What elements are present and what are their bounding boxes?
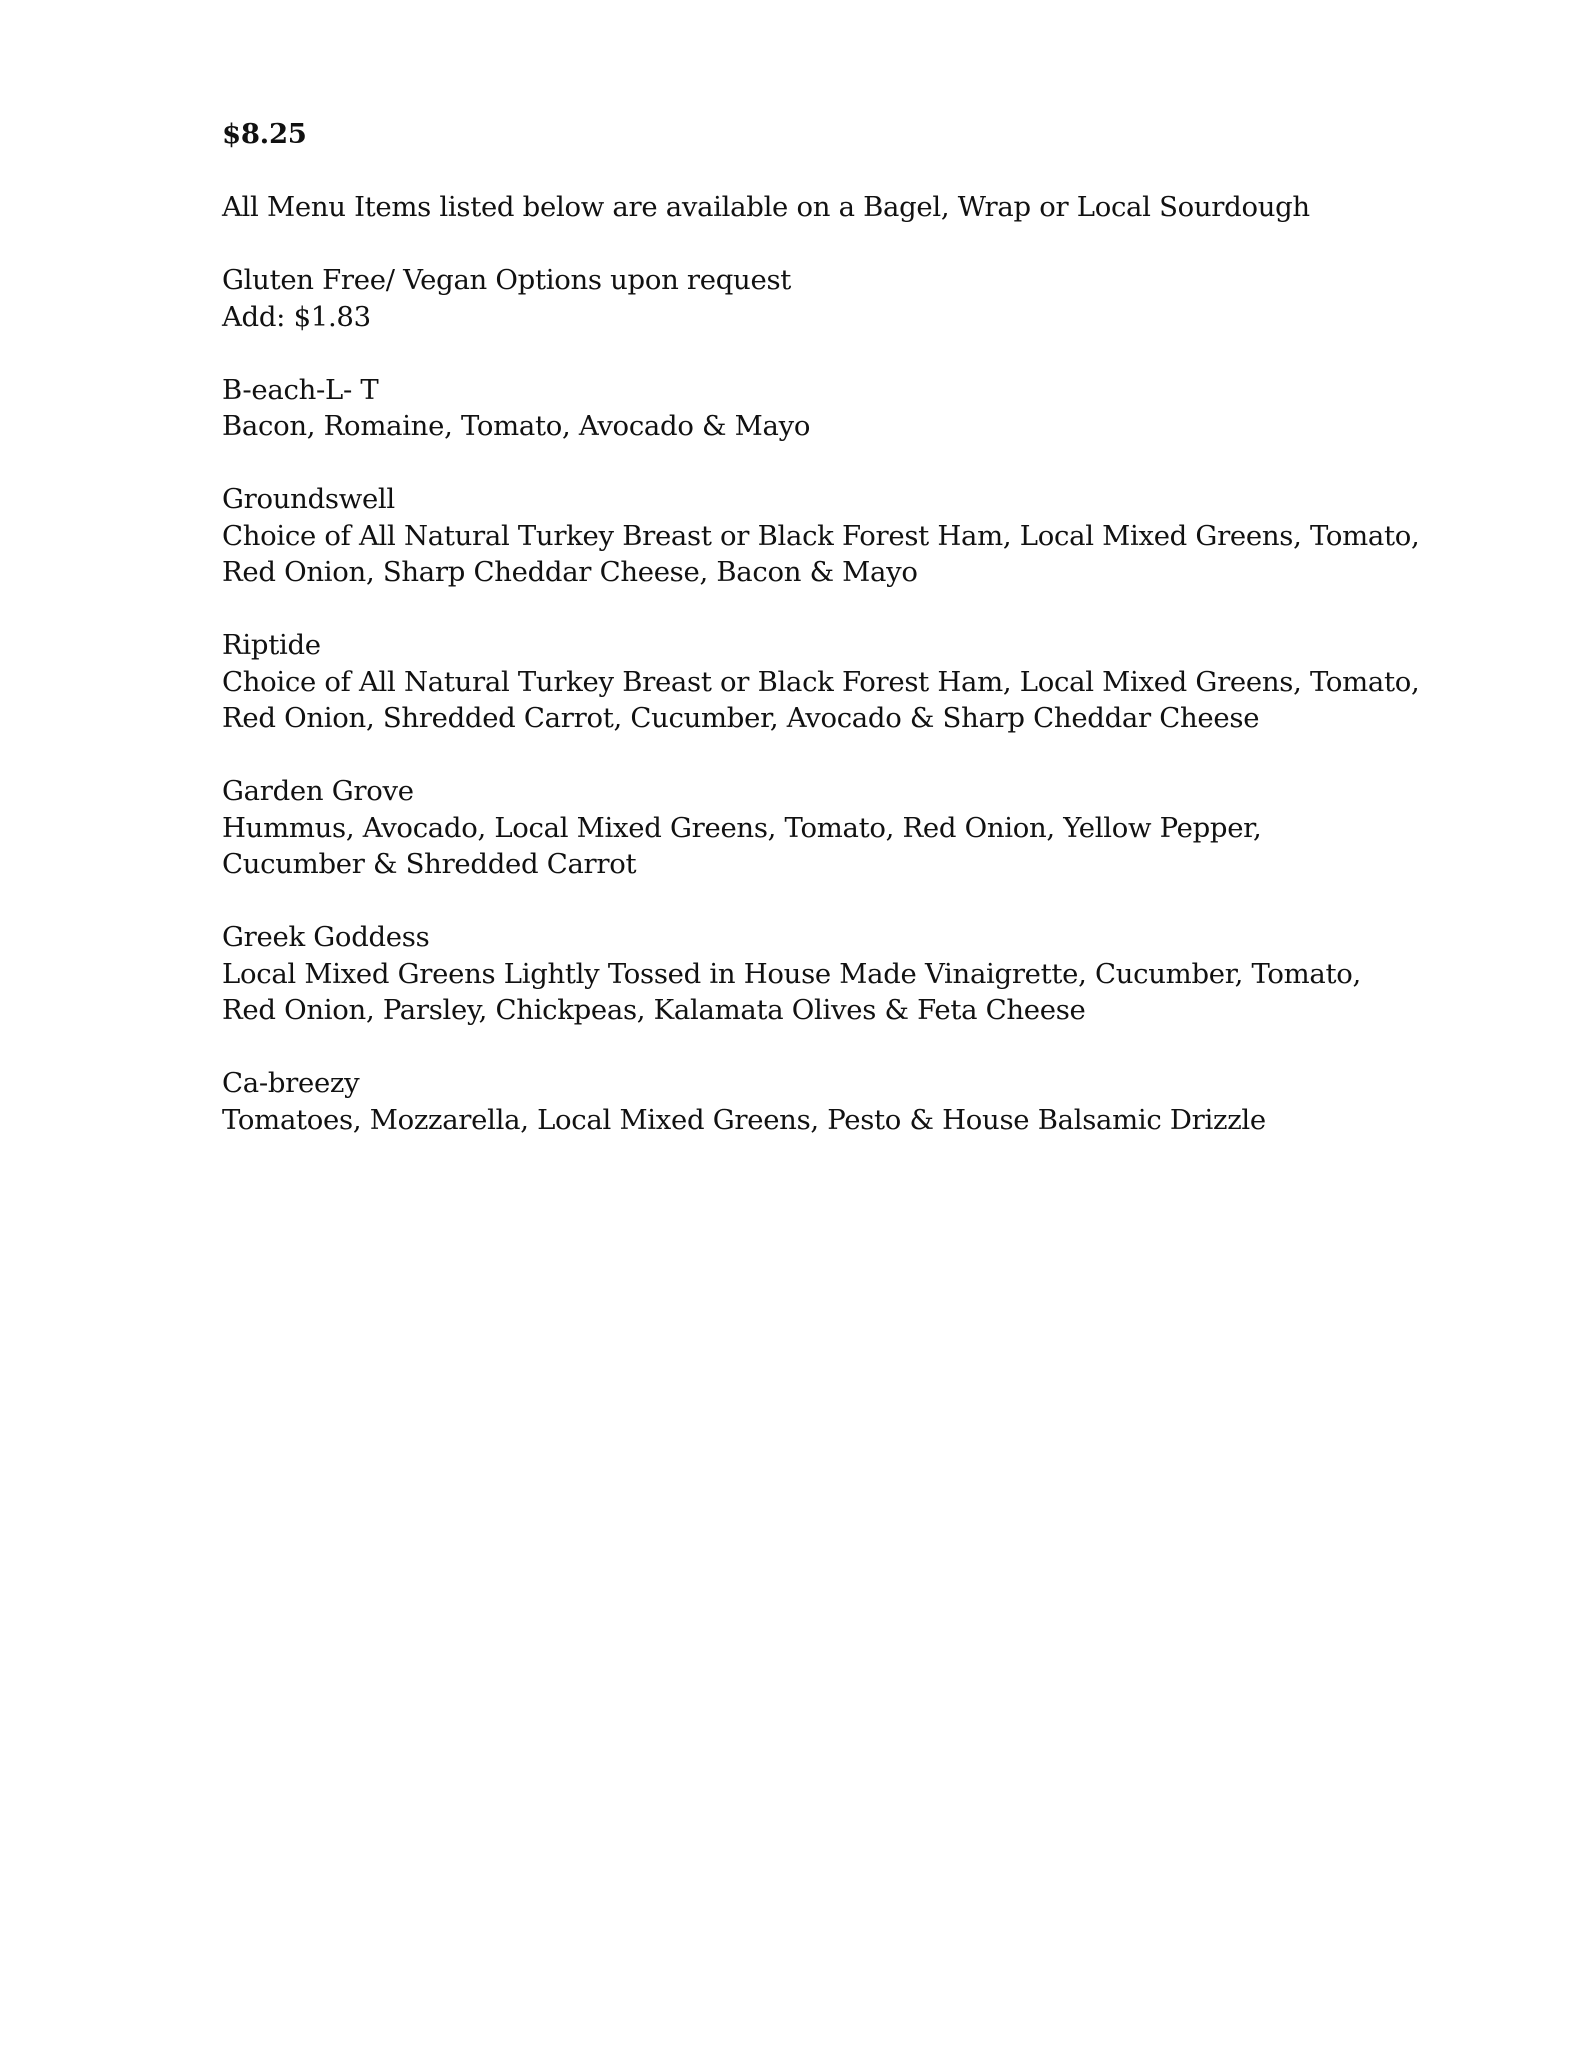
menu-item-description: Hummus, Avocado, Local Mixed Greens, Tomato, Red Onion, Yellow Pepper, [222,811,1262,844]
menu-item-description: Local Mixed Greens Lightly Tossed in House Made Vinaigrette, Cucumber, Tomato, [222,957,1361,990]
menu-item-description: Red Onion, Shredded Carrot, Cucumber, Avocado & Sharp Cheddar Cheese [222,702,1260,734]
dietary-options-price: Add: $1.83 [222,300,371,333]
menu-item [222,627,1422,737]
intro-text: All Menu Items listed below are available on a Bagel, Wrap or Local Sourdough [222,191,1310,223]
menu-content [222,116,1422,1175]
menu-intro [222,189,1422,226]
menu-item-description: Cucumber & Shredded Carrot [222,848,637,880]
menu-item-description: Tomatoes, Mozzarella, Local Mixed Greens, Pesto & House Balsamic Drizzle [222,1103,1266,1136]
menu-item-name: Greek Goddess [222,921,430,953]
menu-item-name: Ca-breezy [222,1067,360,1099]
menu-item-description: Bacon, Romaine, Tomato, Avocado & Mayo [222,410,811,442]
menu-item-name: Garden Grove [222,775,414,807]
menu-item [222,1065,1422,1138]
menu-item-description: Choice of All Natural Turkey Breast or Black Forest Ham, Local Mixed Greens, Tomato, [222,665,1420,698]
menu-price: $8.25 [222,118,307,150]
menu-item-name: Groundswell [222,483,395,515]
dietary-options [222,262,1422,335]
menu-item [222,919,1422,1029]
menu-item [222,481,1422,591]
menu-item-name: B-each-L- T [222,373,379,406]
dietary-options-text: Gluten Free/ Vegan Options upon request [222,264,792,296]
menu-item [222,372,1422,445]
menu-item [222,773,1422,883]
menu-item-description: Choice of All Natural Turkey Breast or Black Forest Ham, Local Mixed Greens, Tomato, [222,519,1420,552]
menu-item-description: Red Onion, Sharp Cheddar Cheese, Bacon & Mayo [222,556,918,588]
menu-item-description: Red Onion, Parsley, Chickpeas, Kalamata Olives & Feta Cheese [222,994,1086,1026]
menu-item-name: Riptide [222,629,321,661]
